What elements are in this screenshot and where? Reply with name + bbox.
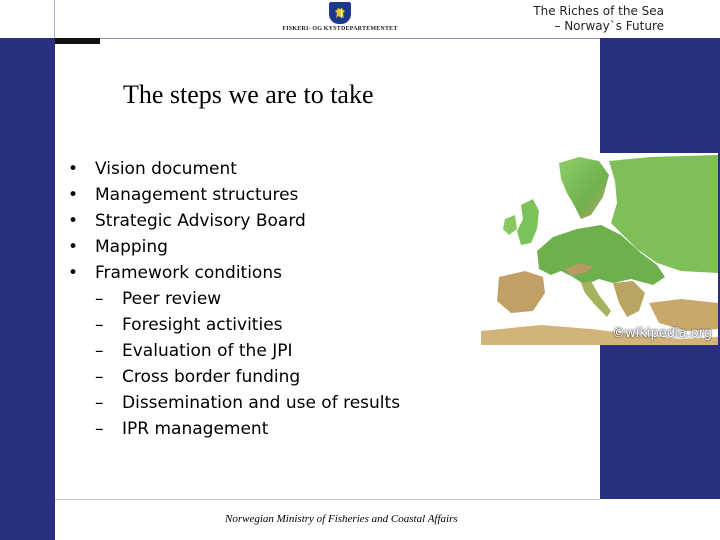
bullet-list (68, 156, 400, 442)
bullet-item: • Vision document (68, 156, 400, 182)
sub-bullet-item: – Dissemination and use of results (68, 390, 400, 416)
bullet-item: • Mapping (68, 234, 400, 260)
footer-ministry-name: Norwegian Ministry of Fisheries and Coastal Affairs (225, 513, 458, 525)
sub-bullet-item: – Peer review (68, 286, 400, 312)
sub-bullet-item: – Foresight activities (68, 312, 400, 338)
bullet-item: • Strategic Advisory Board (68, 208, 400, 234)
image-credit: ©wikipedia.org (612, 326, 712, 341)
header-line-2: – Norway`s Future (554, 19, 664, 33)
europe-map-image (481, 153, 718, 345)
footer-divider (55, 499, 600, 500)
header-divider (55, 38, 600, 39)
sub-bullet-item: – Evaluation of the JPI (68, 338, 400, 364)
sub-bullet-item: – Cross border funding (68, 364, 400, 390)
bullet-item: • Framework conditions (68, 260, 400, 286)
logo-text: FISKERI- OG KYSTDEPARTEMENTET (282, 26, 398, 32)
europe-relief-map (481, 153, 718, 345)
ministry-logo (280, 2, 400, 36)
sub-bullet-item: – IPR management (68, 416, 400, 442)
left-bar-top-panel (0, 0, 55, 38)
norwegian-lion-crest-icon (329, 2, 351, 24)
right-footer-panel (600, 499, 720, 540)
presentation-subtitle (533, 4, 664, 34)
header-line-1: The Riches of the Sea (533, 4, 664, 18)
header-accent (55, 38, 100, 44)
bullet-item: • Management structures (68, 182, 400, 208)
left-side-bar (0, 0, 55, 540)
slide-title: The steps we are to take (123, 80, 374, 109)
